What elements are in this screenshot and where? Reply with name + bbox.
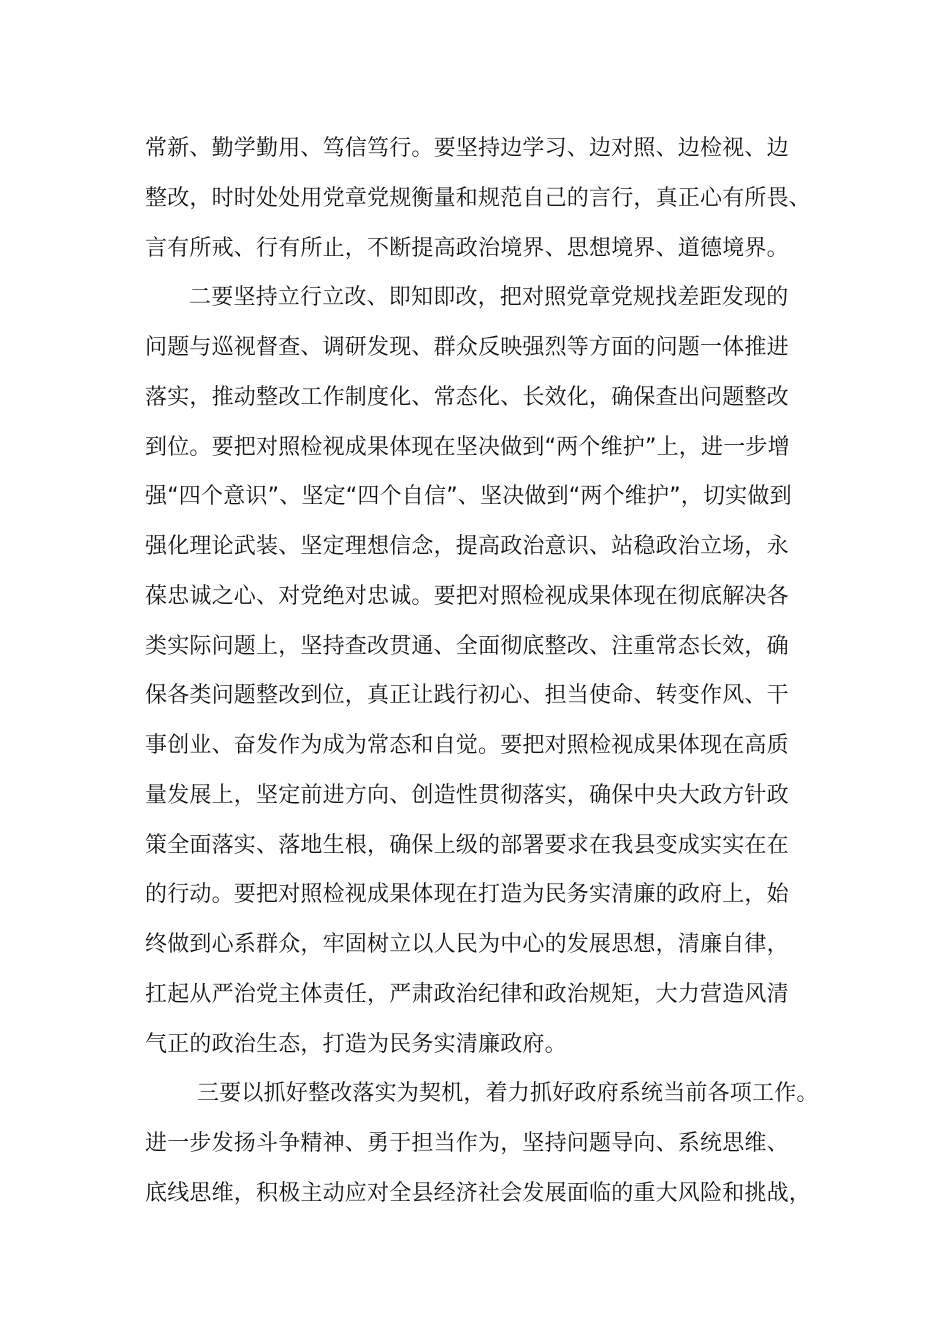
text-line: 常新、勤学勤用、笃信笃行。要坚持边学习、边对照、边检视、边	[145, 136, 789, 161]
text-line: 扛起从严治党主体责任，严肃政治纪律和政治规矩，大力营造风清	[145, 981, 789, 1007]
text-line: 的行动。要把对照检视成果体现在打造为民务实清廉的政府上，始	[145, 882, 789, 908]
text-line: 保各类问题整改到位，真正让践行初心、担当使命、转变作风、干	[145, 683, 789, 709]
text-line: 事创业、奋发作为成为常态和自觉。要把对照检视成果体现在高质	[145, 733, 789, 758]
text-line: 底线思维，积极主动应对全县经济社会发展面临的重大风险和挑战，	[145, 1180, 812, 1206]
text-line: 葆忠诚之心、对党绝对忠诚。要把对照检视成果体现在彻底解决各	[145, 583, 789, 609]
text-line: 言有所戒、行有所止，不断提高政治境界、思想境界、道德境界。	[145, 235, 789, 261]
text-line: 强化理论武装、坚定理想信念，提高政治意识、站稳政治立场，永	[145, 534, 789, 559]
text-line: 强“四个意识”、坚定“四个自信”、坚决做到“两个维护”，切实做到	[145, 484, 792, 510]
text-line: 量发展上，坚定前进方向、创造性贯彻落实，确保中央大政方针政	[145, 782, 789, 808]
text-line: 类实际问题上，坚持查改贯通、全面彻底整改、注重常态长效，确	[145, 633, 789, 659]
text-line: 到位。要把对照检视成果体现在坚决做到“两个维护”上，进一步增	[145, 434, 790, 460]
text-line: 气正的政治生态，打造为民务实清廉政府。	[145, 1031, 567, 1057]
paragraph-start-line: 三要以抓好整改落实为契机，着力抓好政府系统当前各项工作。	[197, 1081, 819, 1107]
paragraph-start-line: 二要坚持立行立改、即知即改，把对照党章党规找差距发现的	[189, 285, 789, 311]
text-line: 进一步发扬斗争精神、勇于担当作为，坚持问题导向、系统思维、	[145, 1131, 789, 1156]
body-text	[145, 124, 825, 1219]
text-line: 落实，推动整改工作制度化、常态化、长效化，确保查出问题整改	[145, 384, 789, 410]
text-line: 策全面落实、落地生根，确保上级的部署要求在我县变成实实在在	[145, 832, 789, 858]
text-line: 整改，时时处处用党章党规衡量和规范自己的言行，真正心有所畏、	[145, 185, 812, 211]
text-line: 终做到心系群众，牢固树立以人民为中心的发展思想，清廉自律，	[145, 932, 789, 957]
text-line: 问题与巡视督查、调研发现、群众反映强烈等方面的问题一体推进	[145, 335, 789, 360]
